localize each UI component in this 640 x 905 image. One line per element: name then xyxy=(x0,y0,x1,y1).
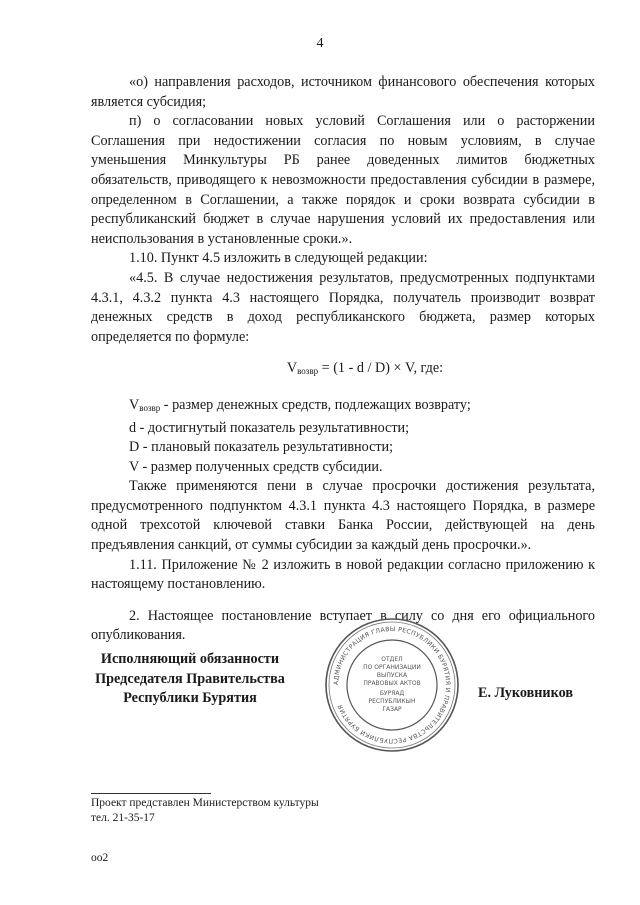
document-body xyxy=(91,73,595,646)
paragraph-gap xyxy=(91,595,595,607)
signatory-title-line-3: Республики Бурятия xyxy=(123,690,257,707)
definition-subscript: возвр xyxy=(139,402,161,413)
seal-line: ВЫПУСКА xyxy=(376,672,408,679)
paragraph-2: 2. Настоящее постановление вступает в силу со дня его официального опубликования. xyxy=(91,607,595,644)
paragraph-p: п) о согласовании новых условий Соглашения или о расторжении Соглашения при недостижении согласия по новым условиям, в случае уменьшения Минкультуры РБ ранее доведенных лимитов бюджетных обязательств, приводящего к невозможности предоставления субсидии в размере, определенном в Соглашении, а также порядок и сроки возврата субсидии в республиканский бюджет в случае нарушения условий их предоставления или неиспользования в установленные сроки.». xyxy=(91,113,595,247)
formula-subscript: возвр xyxy=(297,366,319,377)
footnote-line-1: Проект представлен Министерством культуры xyxy=(91,797,319,809)
footnote-phone: тел. 21-35-17 xyxy=(91,812,155,824)
seal-line: ПО ОРГАНИЗАЦИИ xyxy=(363,664,421,671)
paragraph-penalty: Также применяются пени в случае просрочки достижения результата, предусмотренного подпунктом 4.3.1 пункта 4.3 настоящего Порядка, в размере одной трехсотой ключевой ставки Банка России, действующей на день предъявления санкций, от суммы субсидии за каждый день просрочки.». xyxy=(91,478,595,554)
paragraph-1-10: 1.10. Пункт 4.5 изложить в следующей редакции: xyxy=(129,250,428,267)
page-number: 4 xyxy=(316,36,324,51)
document-code: оо2 xyxy=(91,852,109,864)
definition-v-return xyxy=(91,396,595,419)
seal-ring-text: АДМИНИСТРАЦИЯ ГЛАВЫ РЕСПУБЛИКИ БУРЯТИЯ И ПРАВИТЕЛЬСТВА РЕСПУБЛИКИ БУРЯТИЯ xyxy=(332,625,452,745)
definition-d: d - достигнутый показатель результативности; xyxy=(129,419,410,436)
seal-icon xyxy=(322,615,462,755)
definition-variable: V xyxy=(129,396,140,413)
definition-D: D - плановый показатель результативности; xyxy=(129,439,394,456)
signatory-name: Е. Луковников xyxy=(478,685,573,701)
seal-line: БУРЯАД xyxy=(379,690,405,697)
definition-text: - размер денежных средств, подлежащих возврату; xyxy=(160,396,471,413)
definition-V: V - размер полученных средств субсидии. xyxy=(129,458,383,475)
seal-line: РЕСПУБЛИКЫН xyxy=(368,698,416,705)
signatory-title-line-1: Исполняющий обязанности xyxy=(100,651,280,667)
formula xyxy=(91,359,595,382)
formula-variable: V xyxy=(286,360,298,377)
footnote-divider xyxy=(91,793,211,794)
paragraph-1-11: 1.11. Приложение № 2 изложить в новой редакции согласно приложению к настоящему постановлению. xyxy=(91,556,595,593)
signatory-title-line-2: Председателя Правительства xyxy=(95,670,285,687)
formula-expression: = (1 - d / D) × V, где: xyxy=(318,360,444,377)
paragraph-4-5: «4.5. В случае недостижения результатов, предусмотренных подпунктами 4.3.1, 4.3.2 пункта 4.3 настоящего Порядка, получатель производит возврат денежных средств в доход республиканского бюджета, размер которых определяется по формуле: xyxy=(91,269,595,345)
seal-line: ПРАВОВЫХ АКТОВ xyxy=(363,680,421,687)
official-seal-stamp xyxy=(322,615,462,755)
paragraph-o: «о) направления расходов, источником финансового обеспечения которых является субсидия; xyxy=(91,74,595,110)
footnote xyxy=(91,796,319,826)
signatory-title xyxy=(91,650,289,709)
seal-line: ОТДЕЛ xyxy=(381,656,403,663)
seal-line: ГАЗАР xyxy=(382,706,402,713)
